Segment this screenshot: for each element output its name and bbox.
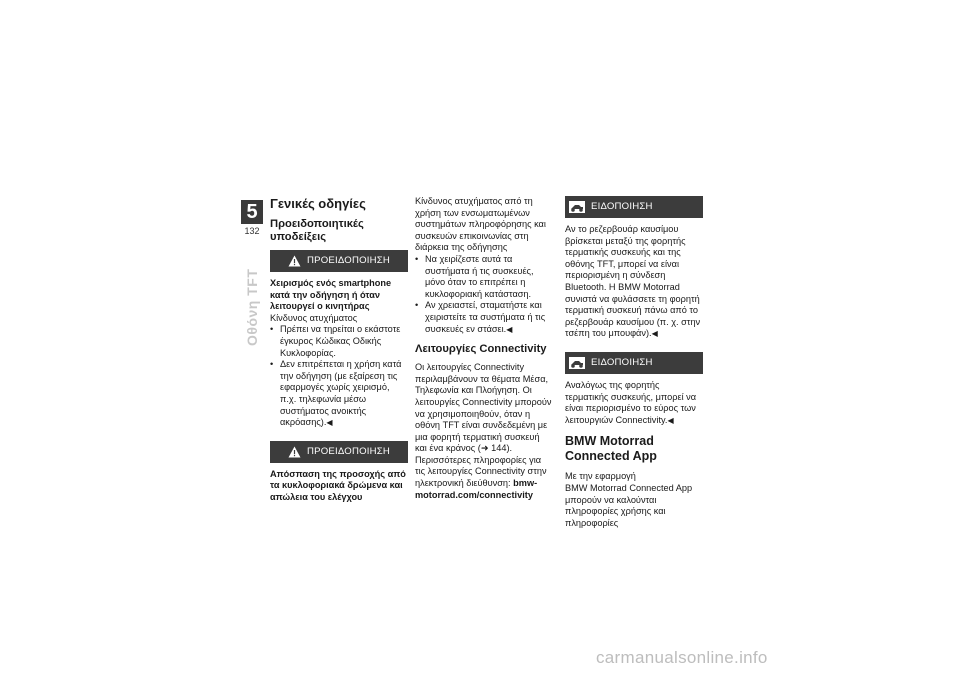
notice-paragraph: Αναλόγως της φορητής τερματικής συσκευής, μπορεί να είναι περιορισμένο το εύρος των λειτουργιών Connectivity.◀ — [565, 379, 697, 425]
notice-paragraph: Αν το ρεζερβουάρ καυσίμου βρίσκεται μεταξύ της φορητής τερματικής συσκευής και της οθόνης TFT, μπορεί να είναι περιορισμένη η σύνδεση Bluetooth. Η BMW Motorrad συνιστά να φυλάσσετε τη φορητή τερματική συσκευή πάνω από το ρεζερβουάρ καυσίμου (π. χ. στην τσέπη του μπουφάν).◀ — [565, 224, 701, 339]
page-ref-arrow-icon: ➜ — [480, 443, 489, 454]
notice-label: ΕΙΔΟΠΟΙΗΣΗ — [591, 201, 653, 213]
app-paragraph: BMW Motorrad Connected App μπορούν να καλούνται πληροφορίες χρήσης και πληροφορίες — [565, 482, 693, 528]
warning-banner-2 — [270, 441, 408, 463]
watermark: carmanualsonline.info — [596, 648, 768, 667]
list-item: • Δεν επιτρέπεται η χρήση κατά την οδήγηση (με εξαίρεση τις εφαρμογές χωρίς χειρισμό, π.χ. τηλεφωνία μέσω συστήματος ανοικτής ακρόασης).◀ — [270, 359, 408, 429]
risk-bullets — [415, 254, 553, 335]
warning-title: Χειρισμός ενός smartphone κατά την οδήγηση ή όταν λειτουργεί ο κινητήρας — [270, 278, 392, 312]
list-item: • Να χειρίζεστε αυτά τα συστήματα ή τις συσκευές, μόνο όταν το επιτρέπει η κυκλοφοριακή κατάσταση. — [415, 254, 553, 300]
end-mark: ◀ — [326, 418, 333, 428]
page-reference[interactable]: 144 — [491, 443, 507, 454]
connectivity-heading: Λειτουργίες Connectivity — [415, 343, 547, 356]
chapter-number: 5 — [241, 200, 263, 224]
warning-risk: Κίνδυνος ατυχήματος — [270, 312, 358, 323]
column-3 — [565, 196, 703, 529]
notice-banner-2 — [565, 352, 703, 374]
connectivity-paragraph: Οι λειτουργίες Connectivity περιλαμβάνουν τα θέματα Μέσα, Τηλεφωνία και Πλοήγηση. Οι λειτουργίες Connectivity μπορούν να χρησιμοποιηθούν, όταν η οθόνη TFT είναι συνδεδεμένη με μια φορητή τερματική συσκευή και ένα κράνος (➜ 144). Περισσότερες πληροφορίες για τις λειτουργίες Connectivity στην ηλεκτρονική διεύθυνση: bmw-motorrad.com/connectivity — [415, 362, 552, 500]
warnings-subheading: Προειδοποιητικές υποδείξεις — [270, 218, 364, 243]
end-mark: ◀ — [667, 415, 674, 425]
column-2 — [415, 196, 553, 501]
notice-label: ΕΙΔΟΠΟΙΗΣΗ — [591, 357, 653, 369]
warning-triangle-icon — [288, 446, 301, 458]
notice-banner-1 — [565, 196, 703, 218]
end-mark: ◀ — [506, 324, 513, 334]
chapter-tab — [241, 200, 263, 236]
motorcycle-notice-icon — [569, 201, 585, 213]
column-1 — [270, 196, 408, 504]
warning-banner-1 — [270, 250, 408, 272]
risk-paragraph: Κίνδυνος ατυχήματος από τη χρήση των ενσωματωμένων συστημάτων πληροφόρησης και συσκευών επικοινωνίας στη διάρκεια της οδήγησης — [415, 196, 546, 253]
warning-label: ΠΡΟΕΙΔΟΠΟΙΗΣΗ — [307, 255, 390, 267]
warning-label: ΠΡΟΕΙΔΟΠΟΙΗΣΗ — [307, 445, 390, 457]
app-paragraph-line1: Με την εφαρμογή — [565, 471, 636, 482]
section-heading: Γενικές οδηγίες — [270, 196, 366, 211]
list-item: • Πρέπει να τηρείται ο εκάστοτε έγκυρος Κώδικας Οδικής Κυκλοφορίας. — [270, 324, 408, 359]
connectivity-url[interactable]: bmw-motorrad.com/connectivity — [415, 478, 538, 500]
end-mark: ◀ — [651, 329, 658, 339]
warning-bullets — [270, 324, 408, 428]
page-number: 132 — [244, 226, 260, 236]
warning-triangle-icon — [288, 255, 301, 267]
warning-title: Απόσπαση της προσοχής από τα κυκλοφοριακά δρώμενα και απώλεια του ελέγχου — [270, 468, 406, 502]
motorcycle-notice-icon — [569, 357, 585, 369]
list-item: • Αν χρειαστεί, σταματήστε και χειριστείτε τα συστήματα ή τις συσκευές εν στάσει.◀ — [415, 300, 553, 335]
side-chapter-title: Οθόνη TFT — [244, 268, 260, 346]
app-heading: BMW Motorrad Connected App — [565, 434, 657, 464]
